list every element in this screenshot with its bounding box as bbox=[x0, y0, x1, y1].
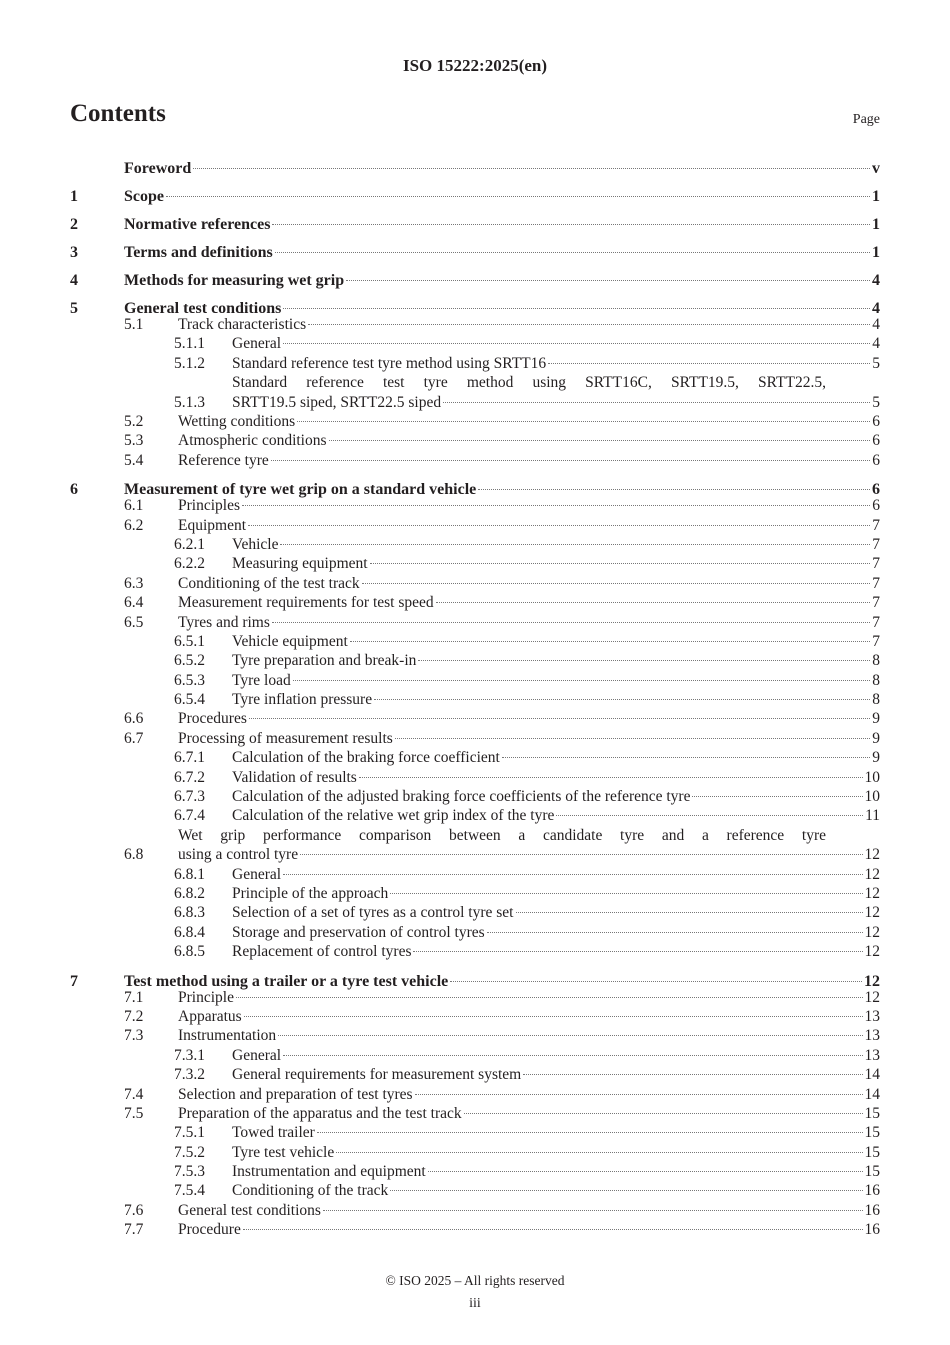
toc-section-number: 6 bbox=[70, 481, 78, 499]
toc-section-number: 6.8.2 bbox=[174, 885, 205, 902]
dot-leader bbox=[418, 660, 870, 661]
toc-section-number: 5.1.3 bbox=[174, 393, 205, 411]
dot-leader bbox=[166, 196, 870, 197]
toc-section-number: 7.5.1 bbox=[174, 1124, 205, 1142]
toc-section-number: 1 bbox=[70, 188, 78, 205]
dot-leader bbox=[249, 718, 870, 719]
dot-leader bbox=[436, 602, 871, 603]
toc-title: Calculation of the braking force coefficient bbox=[232, 749, 500, 767]
toc-entry[interactable] bbox=[70, 903, 880, 922]
toc-section-number: 7.6 bbox=[124, 1201, 144, 1219]
toc-entry[interactable] bbox=[70, 1201, 880, 1220]
toc-title: Reference tyre bbox=[178, 451, 269, 469]
toc-page-number: 6 bbox=[872, 432, 880, 450]
toc-page-number: 8 bbox=[872, 671, 880, 689]
toc-entry[interactable] bbox=[70, 155, 880, 183]
toc-section-number: 6.4 bbox=[124, 594, 144, 612]
toc-page-number: 1 bbox=[872, 216, 880, 233]
toc-entry[interactable] bbox=[70, 787, 880, 806]
toc-section-number: 6.2 bbox=[124, 516, 144, 534]
dot-leader bbox=[374, 699, 870, 700]
dot-leader bbox=[293, 680, 871, 681]
page-title: Contents bbox=[70, 100, 166, 127]
toc-section-number: 6.8.5 bbox=[174, 943, 205, 961]
toc-entry[interactable] bbox=[70, 315, 880, 334]
toc-title: Tyres and rims bbox=[178, 613, 270, 631]
dot-leader bbox=[336, 1152, 862, 1153]
toc-section-number: 6.7.1 bbox=[174, 749, 205, 767]
toc-entry[interactable] bbox=[70, 451, 880, 470]
toc-section-number: 5.3 bbox=[124, 432, 144, 450]
dot-leader bbox=[390, 893, 862, 894]
dot-leader bbox=[278, 1035, 862, 1036]
toc-title: Measurement of tyre wet grip on a standard vehicle bbox=[124, 481, 477, 499]
toc-entry[interactable] bbox=[70, 412, 880, 431]
dot-leader bbox=[300, 854, 862, 855]
toc-section-number: 6.3 bbox=[124, 574, 144, 592]
dot-leader bbox=[395, 738, 870, 739]
toc-page-number: 12 bbox=[864, 846, 880, 864]
toc-title: Procedures bbox=[178, 710, 247, 728]
toc-section-number: 6.7.3 bbox=[174, 788, 205, 806]
toc-entry[interactable] bbox=[70, 431, 880, 450]
toc-entry[interactable] bbox=[70, 1220, 880, 1239]
toc-section-number: 6.5.4 bbox=[174, 691, 205, 709]
dot-leader bbox=[350, 641, 870, 642]
toc-title: Calculation of the adjusted braking force coefficients of the reference tyre bbox=[232, 788, 691, 806]
toc-title: Test method using a trailer or a tyre test vehicle bbox=[124, 972, 449, 990]
toc-title: Track characteristics bbox=[178, 316, 307, 333]
toc-page-number: 13 bbox=[864, 1027, 880, 1045]
toc-page-number: 12 bbox=[864, 904, 880, 922]
toc-title: Instrumentation and equipment bbox=[232, 1163, 426, 1181]
toc-section-number: 7 bbox=[70, 972, 78, 990]
toc-page-number: 6 bbox=[872, 451, 880, 469]
dot-leader bbox=[323, 1210, 863, 1211]
toc-page-number: 7 bbox=[872, 555, 880, 573]
toc-title: Principle of the approach bbox=[232, 885, 389, 902]
toc-page-number: 6 bbox=[872, 412, 880, 430]
toc-section-number: 6.5.1 bbox=[174, 632, 205, 650]
toc-page-number: 8 bbox=[872, 652, 880, 670]
toc-section-number: 6.5 bbox=[124, 613, 144, 631]
toc-section-number: 2 bbox=[70, 216, 78, 233]
toc-title: Conditioning of the track bbox=[232, 1182, 389, 1200]
toc-page-number: 12 bbox=[864, 988, 880, 1006]
page-column-label: Page bbox=[852, 112, 880, 127]
toc-title: Procedure bbox=[178, 1221, 241, 1239]
toc-section-number: 6.7.4 bbox=[174, 807, 205, 825]
toc-title: Measurement requirements for test speed bbox=[178, 594, 434, 612]
toc-page-number: 7 bbox=[872, 535, 880, 553]
dot-leader bbox=[283, 1055, 862, 1056]
toc-page-number: 12 bbox=[864, 972, 880, 990]
toc-title: General test conditions bbox=[124, 300, 282, 317]
toc-page-number: 14 bbox=[864, 1085, 880, 1103]
toc-entry[interactable] bbox=[70, 1143, 880, 1162]
toc-page-number: 5 bbox=[872, 354, 880, 372]
toc-entry[interactable] bbox=[70, 516, 880, 535]
toc-entry[interactable] bbox=[70, 613, 880, 632]
toc-entry[interactable] bbox=[70, 1181, 880, 1200]
toc-entry[interactable] bbox=[70, 768, 880, 787]
toc-page-number: 4 bbox=[872, 335, 880, 353]
toc-page-number: 1 bbox=[872, 188, 880, 205]
dot-leader bbox=[272, 622, 870, 623]
toc-page-number: 16 bbox=[864, 1182, 880, 1200]
toc-entry[interactable] bbox=[70, 354, 880, 373]
toc-page-number: 15 bbox=[864, 1143, 880, 1161]
toc-section-number: 3 bbox=[70, 244, 78, 261]
toc-entry[interactable] bbox=[70, 690, 880, 709]
toc-page-number: 7 bbox=[872, 594, 880, 612]
dot-leader bbox=[428, 1171, 863, 1172]
dot-leader bbox=[271, 460, 870, 461]
toc-page-number: 16 bbox=[864, 1201, 880, 1219]
dot-leader bbox=[297, 421, 870, 422]
toc-section-number: 6.8 bbox=[124, 846, 144, 864]
toc-entry[interactable] bbox=[70, 1085, 880, 1104]
toc-section-number: 5.4 bbox=[124, 451, 144, 469]
toc-entry[interactable] bbox=[70, 806, 880, 825]
toc-entry[interactable] bbox=[70, 942, 880, 961]
toc-title: Conditioning of the test track bbox=[178, 574, 360, 592]
dot-leader bbox=[236, 997, 863, 998]
toc-entry[interactable] bbox=[70, 923, 880, 942]
toc-section-number: 7.3.2 bbox=[174, 1066, 205, 1084]
toc-section-number: 6.8.4 bbox=[174, 923, 205, 941]
toc-title: General bbox=[232, 335, 282, 353]
toc-page-number: 13 bbox=[864, 1007, 880, 1025]
toc-title: Selection of a set of tyres as a control tyre set bbox=[232, 904, 514, 922]
dot-leader bbox=[275, 252, 870, 253]
dot-leader bbox=[487, 932, 863, 933]
dot-leader bbox=[502, 757, 870, 758]
toc-section-number: 5 bbox=[70, 300, 78, 317]
toc-title: Equipment bbox=[178, 516, 247, 534]
toc-title: Vehicle bbox=[232, 535, 279, 553]
toc-page-number: 4 bbox=[872, 272, 880, 289]
page-number: iii bbox=[469, 1296, 481, 1311]
toc-title: Instrumentation bbox=[178, 1027, 277, 1045]
toc-title: General test conditions bbox=[178, 1201, 321, 1219]
table-of-contents bbox=[70, 155, 880, 1240]
toc-entry[interactable] bbox=[70, 183, 880, 211]
dot-leader bbox=[390, 1190, 862, 1191]
toc-section-number: 6.8.3 bbox=[174, 904, 205, 922]
toc-section-number: 6.8.1 bbox=[174, 865, 205, 883]
toc-page-number: 7 bbox=[872, 632, 880, 650]
toc-title: Principles bbox=[178, 497, 240, 515]
toc-section-number: 6.2.2 bbox=[174, 555, 205, 573]
toc-entry[interactable] bbox=[70, 373, 880, 412]
toc-page-number: 9 bbox=[872, 729, 880, 747]
toc-page-number: 4 bbox=[872, 316, 880, 333]
toc-page-number: 14 bbox=[864, 1066, 880, 1084]
toc-title: Atmospheric conditions bbox=[178, 432, 327, 450]
toc-section-number: 6.5.2 bbox=[174, 652, 205, 670]
toc-section-number: 5.1.1 bbox=[174, 335, 205, 353]
toc-page-number: 13 bbox=[864, 1046, 880, 1064]
dot-leader bbox=[548, 363, 870, 364]
toc-page-number: 9 bbox=[872, 710, 880, 728]
toc-entry[interactable] bbox=[70, 1046, 880, 1065]
toc-page-number: 12 bbox=[864, 943, 880, 961]
toc-section-number: 6.7 bbox=[124, 729, 144, 747]
dot-leader bbox=[283, 308, 870, 309]
toc-title-line1: Standard reference test tyre method using SRTT16C, SRTT19.5, SRTT22.5, bbox=[232, 374, 826, 392]
toc-page-number: 12 bbox=[864, 885, 880, 902]
toc-entry[interactable] bbox=[70, 267, 880, 295]
dot-leader bbox=[280, 544, 870, 545]
dot-leader bbox=[464, 1113, 863, 1114]
dot-leader bbox=[413, 951, 862, 952]
toc-entry[interactable] bbox=[70, 1123, 880, 1142]
toc-page-number: 16 bbox=[864, 1221, 880, 1239]
toc-title: Tyre inflation pressure bbox=[232, 691, 373, 709]
dot-leader bbox=[516, 912, 863, 913]
toc-title: Tyre preparation and break-in bbox=[232, 652, 417, 670]
toc-title: Standard reference test tyre method using SRTT16 bbox=[232, 354, 547, 372]
dot-leader bbox=[272, 224, 870, 225]
toc-title-line2: using a control tyre bbox=[178, 846, 299, 864]
toc-entry[interactable] bbox=[70, 1065, 880, 1084]
toc-section-number: 7.5 bbox=[124, 1104, 144, 1122]
toc-title: Apparatus bbox=[178, 1007, 242, 1025]
toc-entry[interactable] bbox=[70, 239, 880, 267]
toc-title: General bbox=[232, 1046, 282, 1064]
toc-page-number: 12 bbox=[864, 865, 880, 883]
toc-section-number: 7.3.1 bbox=[174, 1046, 205, 1064]
toc-title: Measuring equipment bbox=[232, 555, 368, 573]
dot-leader bbox=[450, 981, 862, 982]
toc-page-number: 4 bbox=[872, 300, 880, 317]
toc-entry[interactable] bbox=[70, 211, 880, 239]
dot-leader bbox=[243, 1229, 863, 1230]
dot-leader bbox=[248, 525, 870, 526]
dot-leader bbox=[308, 324, 870, 325]
toc-section-number: 7.5.3 bbox=[174, 1163, 205, 1181]
toc-page-number: 5 bbox=[872, 393, 880, 411]
toc-entry[interactable] bbox=[70, 535, 880, 554]
toc-page-number: 1 bbox=[872, 244, 880, 261]
toc-page-number: 10 bbox=[864, 788, 880, 806]
dot-leader bbox=[556, 815, 863, 816]
toc-entry[interactable] bbox=[70, 988, 880, 1007]
toc-entry[interactable] bbox=[70, 748, 880, 767]
toc-entry[interactable] bbox=[70, 574, 880, 593]
toc-section-number: 5.1 bbox=[124, 316, 144, 333]
toc-entry[interactable] bbox=[70, 1007, 880, 1026]
dot-leader bbox=[523, 1074, 862, 1075]
toc-page-number: 11 bbox=[865, 807, 880, 825]
toc-title: Preparation of the apparatus and the test track bbox=[178, 1104, 462, 1122]
dot-leader bbox=[242, 505, 870, 506]
toc-entry[interactable] bbox=[70, 884, 880, 903]
toc-title-line2: SRTT19.5 siped, SRTT22.5 siped bbox=[232, 393, 442, 411]
toc-page-number: 10 bbox=[864, 768, 880, 786]
toc-title: Selection and preparation of test tyres bbox=[178, 1085, 413, 1103]
toc-title: Scope bbox=[124, 188, 164, 205]
toc-title: Replacement of control tyres bbox=[232, 943, 412, 961]
toc-section-number: 5.2 bbox=[124, 412, 144, 430]
toc-title: Principle bbox=[178, 988, 234, 1006]
toc-title: Tyre load bbox=[232, 671, 291, 689]
toc-section-number: 7.1 bbox=[124, 988, 144, 1006]
toc-entry[interactable] bbox=[70, 1026, 880, 1045]
toc-section-number: 7.7 bbox=[124, 1221, 144, 1239]
dot-leader bbox=[415, 1094, 863, 1095]
dot-leader bbox=[359, 777, 863, 778]
toc-section-number: 7.4 bbox=[124, 1085, 144, 1103]
toc-section-number: 7.3 bbox=[124, 1027, 144, 1045]
toc-section-number: 7.2 bbox=[124, 1007, 144, 1025]
toc-page-number: 8 bbox=[872, 691, 880, 709]
toc-title: Validation of results bbox=[232, 768, 357, 786]
toc-entry[interactable] bbox=[70, 826, 880, 865]
toc-entry[interactable] bbox=[70, 334, 880, 353]
toc-section-number: 7.5.4 bbox=[174, 1182, 205, 1200]
toc-title: Foreword bbox=[124, 160, 192, 177]
dot-leader bbox=[443, 402, 870, 403]
copyright-notice: © ISO 2025 – All rights reserved bbox=[385, 1273, 565, 1288]
toc-title: Processing of measurement results bbox=[178, 729, 393, 747]
toc-title: Towed trailer bbox=[232, 1124, 315, 1142]
toc-entry[interactable] bbox=[70, 632, 880, 651]
toc-page-number: v bbox=[872, 160, 880, 177]
dot-leader bbox=[283, 343, 870, 344]
toc-page-number: 7 bbox=[872, 516, 880, 534]
toc-page-number: 6 bbox=[872, 497, 880, 515]
toc-entry[interactable] bbox=[70, 554, 880, 573]
toc-section-number: 5.1.2 bbox=[174, 354, 205, 372]
toc-title: Tyre test vehicle bbox=[232, 1143, 335, 1161]
toc-title-line1: Wet grip performance comparison between a candidate tyre and a reference tyre bbox=[178, 826, 826, 844]
dot-leader bbox=[193, 168, 870, 169]
toc-section-number: 6.5.3 bbox=[174, 671, 205, 689]
dot-leader bbox=[362, 583, 871, 584]
toc-page-number: 7 bbox=[872, 613, 880, 631]
toc-title: Terms and definitions bbox=[124, 244, 273, 261]
toc-entry[interactable] bbox=[70, 865, 880, 884]
toc-entry[interactable] bbox=[70, 593, 880, 612]
toc-page-number: 9 bbox=[872, 749, 880, 767]
dot-leader bbox=[370, 563, 871, 564]
dot-leader bbox=[692, 796, 862, 797]
dot-leader bbox=[346, 280, 870, 281]
toc-page-number: 15 bbox=[864, 1163, 880, 1181]
toc-page-number: 15 bbox=[864, 1104, 880, 1122]
toc-entry[interactable] bbox=[70, 496, 880, 515]
toc-page-number: 15 bbox=[864, 1124, 880, 1142]
toc-page-number: 6 bbox=[872, 481, 880, 499]
toc-title: Normative references bbox=[124, 216, 271, 233]
dot-leader bbox=[329, 440, 871, 441]
toc-section-number: 6.7.2 bbox=[174, 768, 205, 786]
dot-leader bbox=[283, 874, 862, 875]
dot-leader bbox=[244, 1016, 863, 1017]
dot-leader bbox=[478, 489, 870, 490]
toc-title: Wetting conditions bbox=[178, 412, 296, 430]
toc-entry[interactable] bbox=[70, 1104, 880, 1123]
toc-title: Calculation of the relative wet grip index of the tyre bbox=[232, 807, 555, 825]
toc-section-number: 6.1 bbox=[124, 497, 144, 515]
toc-entry[interactable] bbox=[70, 709, 880, 728]
toc-title: Storage and preservation of control tyres bbox=[232, 923, 485, 941]
toc-entry[interactable] bbox=[70, 651, 880, 670]
toc-page-number: 7 bbox=[872, 574, 880, 592]
toc-section-number: 6.6 bbox=[124, 710, 144, 728]
toc-title: General bbox=[232, 865, 282, 883]
toc-section-number: 6.2.1 bbox=[174, 535, 205, 553]
toc-section-number: 7.5.2 bbox=[174, 1143, 205, 1161]
toc-title: General requirements for measurement system bbox=[232, 1066, 522, 1084]
toc-title: Methods for measuring wet grip bbox=[124, 272, 345, 289]
toc-entry[interactable] bbox=[70, 729, 880, 748]
dot-leader bbox=[317, 1132, 863, 1133]
toc-entry[interactable] bbox=[70, 671, 880, 690]
toc-title: Vehicle equipment bbox=[232, 632, 348, 650]
toc-entry[interactable] bbox=[70, 1162, 880, 1181]
toc-page-number: 12 bbox=[864, 923, 880, 941]
document-id-header: ISO 15222:2025(en) bbox=[402, 56, 548, 75]
toc-section-number: 4 bbox=[70, 272, 78, 289]
